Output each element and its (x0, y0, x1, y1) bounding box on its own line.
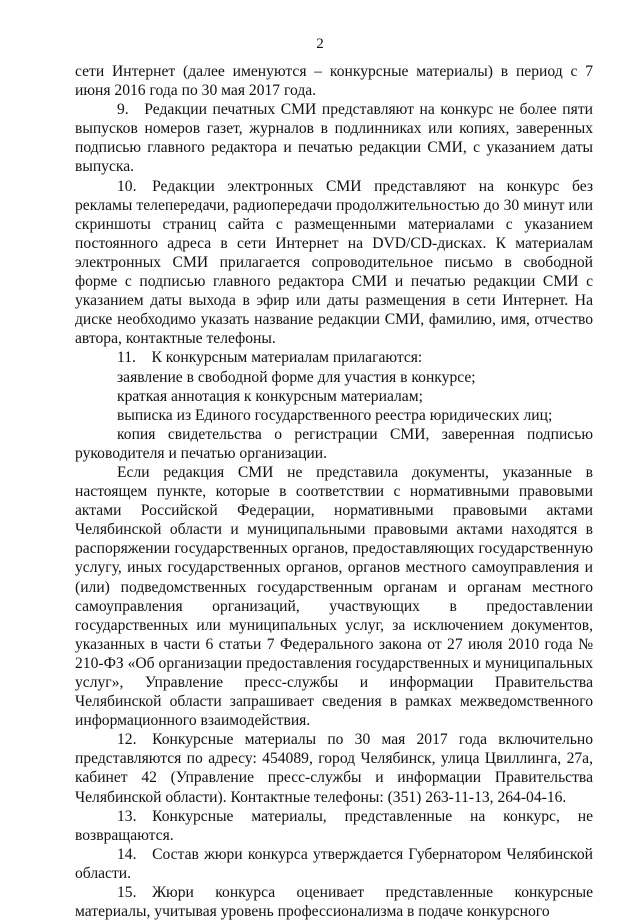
page-number: 2 (316, 36, 324, 52)
attachment-item-registration-copy: копия свидетельства о регистрации СМИ, заверенная подписью руководителя и печатью организации. (75, 425, 593, 462)
paragraph-12-submission-address: 12. Конкурсные материалы по 30 мая 2017 года включительно представляются по адресу: 454089, город Челябинск, улица Цвиллинга, 27а, кабинет 42 (Управление пресс-службы и информации Правительства Челябинской области). Контактные телефоны: (351) 263-11-13, 264-04-16. (75, 731, 593, 806)
attachment-item-registry-extract: выписка из Единого государственного реестра юридических лиц; (117, 406, 553, 424)
paragraph-continuation: сети Интернет (далее именуются – конкурсные материалы) в период с 7 июня 2016 года по 30 мая 2017 года. (75, 63, 593, 100)
paragraph-10-electronic-media: 10. Редакции электронных СМИ представляют на конкурс без рекламы телепередачи, радиопередачи продолжительностью до 30 минут или скриншоты страниц сайта с размещенными материалами с указанием постоянного адреса в сети Интернет на DVD/CD-дисках. К материалам электронных СМИ прилагается сопроводительное письмо в свободной форме с подписью главного редактора СМИ и печатью редакции СМИ с указанием даты выхода в эфир или даты размещения в сети Интернет. На диске необходимо указать название редакции СМИ, фамилию, имя, отчество автора, контактные телефоны. (75, 177, 593, 348)
paragraph-15-jury-evaluation: 15. Жюри конкурса оценивает представленные конкурсные материалы, учитывая уровень профессионализма в подаче конкурсного (75, 884, 593, 921)
paragraph-14-jury-composition: 14. Состав жюри конкурса утверждается Губернатором Челябинской области. (75, 845, 593, 882)
paragraph-11-attachments: 11. К конкурсным материалам прилагаются: (117, 349, 423, 367)
attachment-item-annotation: краткая аннотация к конкурсным материалам; (117, 387, 423, 405)
document-body (75, 62, 593, 921)
paragraph-9-print-media: 9. Редакции печатных СМИ представляют на конкурс не более пяти выпусков номеров газет, журналов в подлинниках или копиях, заверенных подписью главного редактора и печатью редакции СМИ, с указанием даты выпуска. (75, 101, 593, 176)
paragraph-missing-documents: Если редакция СМИ не представила документы, указанные в настоящем пункте, которые в соответствии с нормативными правовыми актами Российской Федерации, нормативными правовыми актами Челябинской области и муниципальными правовыми актами находятся в распоряжении государственных органов, предоставляющих государственную услугу, иных государственных органов, органов местного самоуправления и (или) подведомственных государственным органам и органам местного самоуправления организаций, участвующих в предоставлении государственных или муниципальных услуг, за исключением документов, указанных в части 6 статьи 7 Федерального закона от 27 июля 2010 года № 210-ФЗ «Об организации предоставления государственных и муниципальных услуг», Управление пресс-службы и информации Правительства Челябинской области запрашивает сведения в рамках межведомственного информационного взаимодействия. (75, 463, 593, 730)
attachment-item-application: заявление в свободной форме для участия в конкурсе; (117, 368, 476, 386)
paragraph-13-no-return: 13. Конкурсные материалы, представленные на конкурс, не возвращаются. (75, 807, 593, 844)
